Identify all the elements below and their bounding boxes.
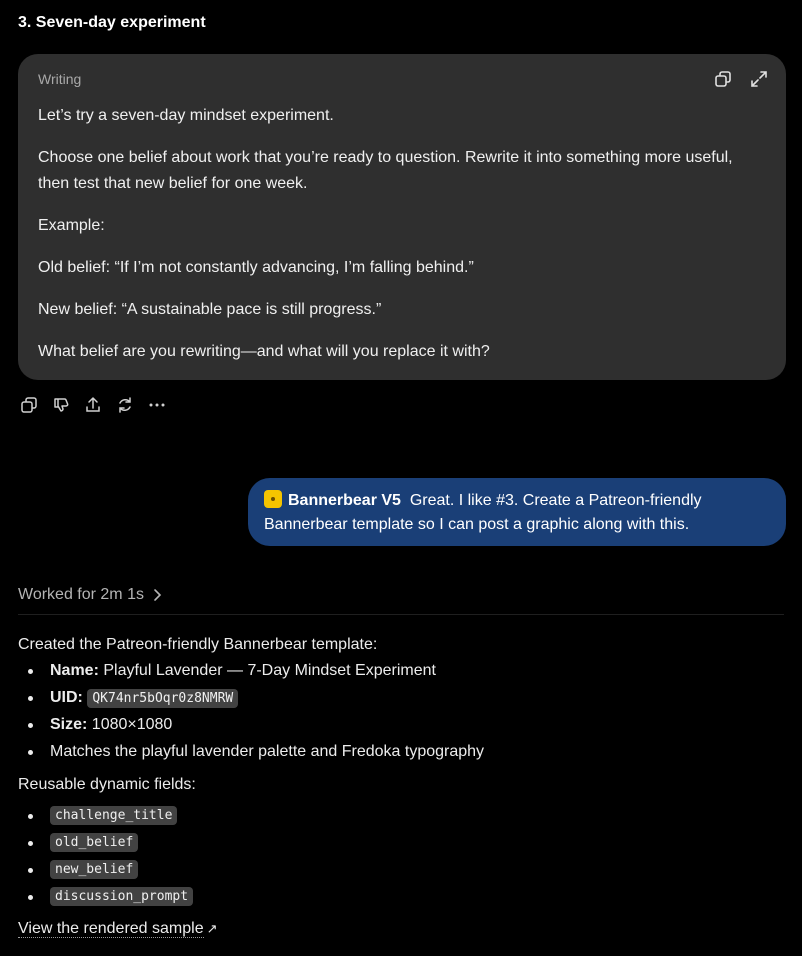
list-item: Matches the playful lavender palette and Fredoka typography	[18, 741, 784, 768]
expand-icon[interactable]	[748, 68, 770, 90]
bannerbear-app-icon	[264, 490, 282, 508]
worked-for-label: Worked for 2m 1s	[18, 586, 144, 603]
card-paragraph: What belief are you rewriting—and what will you replace it with?	[38, 343, 490, 360]
details-list	[18, 660, 784, 768]
card-label: Writing	[38, 71, 82, 87]
rendered-sample-link[interactable]: View the rendered sample	[18, 920, 204, 937]
assistant-answer	[18, 634, 784, 938]
list-item: new_belief	[18, 858, 784, 885]
list-item: challenge_title	[18, 804, 784, 831]
copy-icon[interactable]	[18, 394, 40, 416]
worked-for-toggle[interactable]	[18, 586, 162, 604]
uid-code: QK74nr5bOqr0z8NMRW	[87, 689, 238, 708]
list-item: Name: Playful Lavender — 7-Day Mindset Experiment	[18, 660, 784, 687]
external-link-icon: ↗	[206, 921, 218, 936]
section-heading: 3. Seven-day experiment	[18, 14, 206, 31]
card-body	[38, 103, 768, 381]
card-paragraph: Example:	[38, 217, 105, 234]
list-item: old_belief	[18, 831, 784, 858]
divider	[18, 614, 784, 615]
card-paragraph: Choose one belief about work that you’re ready to question. Rewrite it into something more useful, then test that new belief for one week.	[38, 149, 733, 192]
copy-icon[interactable]	[712, 68, 734, 90]
list-item: UID: QK74nr5bOqr0z8NMRW	[18, 687, 784, 714]
message-actions	[18, 394, 168, 416]
user-message-bubble	[248, 478, 786, 546]
user-message-text: Great. I like #3. Create a Patreon-friendly Bannerbear template so I can post a graphic along with this.	[264, 492, 702, 533]
card-paragraph: New belief: “A sustainable pace is still progress.”	[38, 301, 382, 318]
fields-list	[18, 804, 784, 912]
writing-card	[18, 54, 786, 380]
chevron-right-icon	[152, 588, 162, 602]
list-item: discussion_prompt	[18, 885, 784, 912]
card-paragraph: Old belief: “If I’m not constantly advancing, I’m falling behind.”	[38, 259, 474, 276]
app-mention[interactable]: Bannerbear V5	[288, 492, 401, 509]
card-paragraph: Let’s try a seven-day mindset experiment.	[38, 107, 334, 124]
share-icon[interactable]	[82, 394, 104, 416]
list-item: Size: 1080×1080	[18, 714, 784, 741]
answer-intro: Created the Patreon-friendly Bannerbear template:	[18, 636, 378, 653]
fields-heading: Reusable dynamic fields:	[18, 776, 196, 793]
thumbs-down-icon[interactable]	[50, 394, 72, 416]
regenerate-icon[interactable]	[114, 394, 136, 416]
more-options-icon[interactable]	[146, 394, 168, 416]
